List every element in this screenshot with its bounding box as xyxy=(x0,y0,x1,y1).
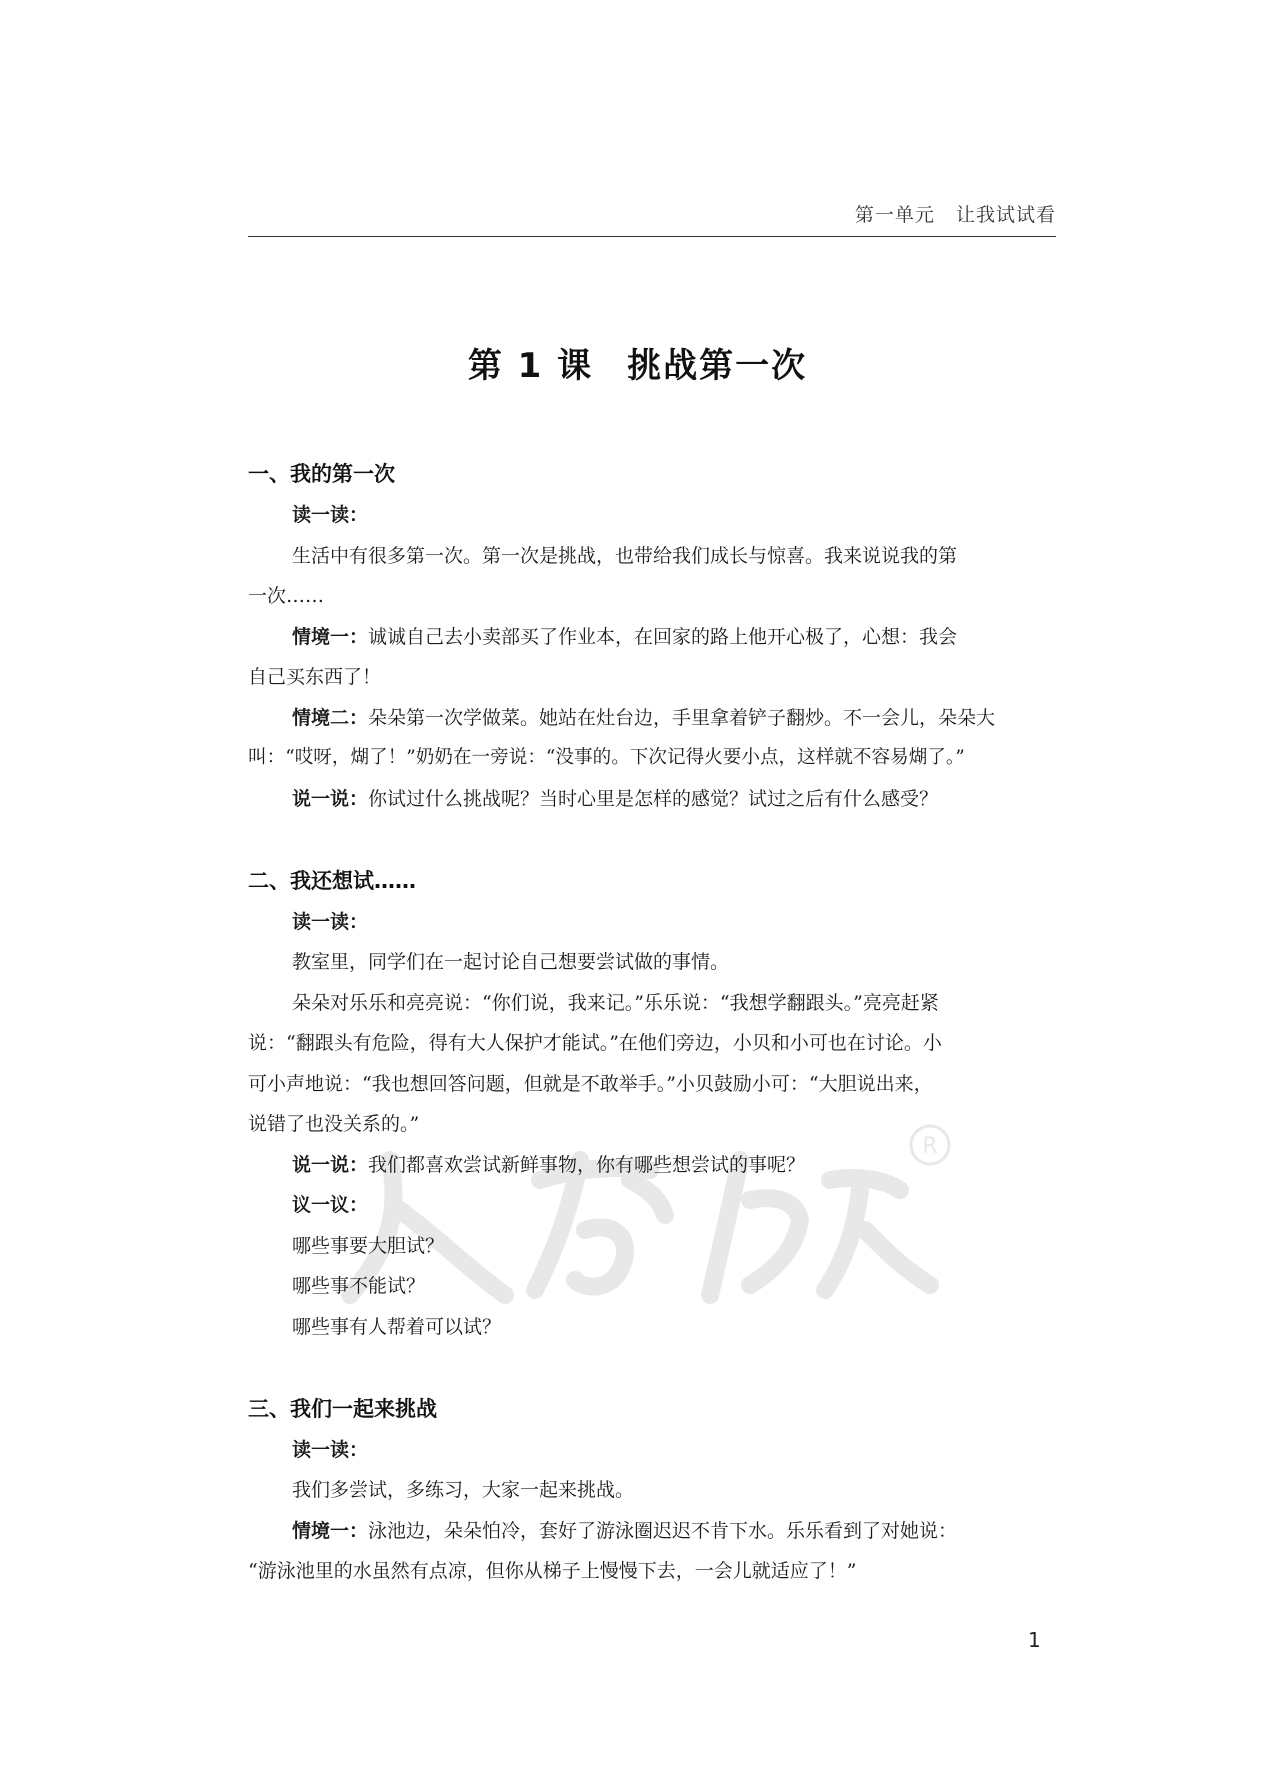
section-1-scene-2-line-1 xyxy=(292,703,1056,730)
section-2-dialogue-line-3: 可小声地说：“我也想回答问题，但就是不敢举手。”小贝鼓励小可：“大胆说出来， xyxy=(248,1073,933,1095)
section-2-intro: 教室里，同学们在一起讨论自己想要尝试做的事情。 xyxy=(292,951,730,973)
lesson-name: 挑战第一次 xyxy=(627,346,808,386)
section-2-discuss-item-1: 哪些事要大胆试？ xyxy=(292,1235,445,1257)
lesson-title xyxy=(0,338,1275,387)
scene-label: 情境二： xyxy=(292,707,369,729)
section-3-scene-1-line-2: “游泳池里的水虽然有点凉，但你从梯子上慢慢下去，一会儿就适应了！” xyxy=(248,1560,857,1582)
section-2-dialogue-line-1: 朵朵对乐乐和亮亮说：“你们说，我来记。”乐乐说：“我想学翻跟头。”亮亮赶紧 xyxy=(292,992,939,1014)
section-1-say xyxy=(292,784,1056,811)
section-1-intro-line-1: 生活中有很多第一次。第一次是挑战，也带给我们成长与惊喜。我来说说我的第 xyxy=(292,545,958,567)
section-2-discuss-label: 议一议： xyxy=(292,1194,369,1216)
header-unit: 第一单元 xyxy=(854,204,935,226)
section-2-heading: 二、我还想试…… xyxy=(248,869,416,893)
scene-text: 朵朵第一次学做菜。她站在灶台边，手里拿着铲子翻炒。不一会儿，朵朵大 xyxy=(368,707,996,729)
section-2-read-label: 读一读： xyxy=(292,911,369,933)
header-text xyxy=(855,200,1056,227)
section-1-scene-1-line-2: 自己买东西了！ xyxy=(248,666,382,688)
scene-text: 诚诚自己去小卖部买了作业本，在回家的路上他开心极了，心想：我会 xyxy=(368,626,958,648)
section-2-discuss-item-2: 哪些事不能试？ xyxy=(292,1275,426,1297)
section-3-scene-1-line-1 xyxy=(292,1516,1056,1543)
section-2-dialogue-line-2: 说：“翻跟头有危险，得有大人保护才能试。”在他们旁边，小贝和小可也在讨论。小 xyxy=(248,1032,942,1054)
say-label: 说一说： xyxy=(292,1154,369,1176)
say-text: 我们都喜欢尝试新鲜事物，你有哪些想尝试的事呢？ xyxy=(368,1154,806,1176)
section-1-intro-line-2: 一次…… xyxy=(248,585,325,607)
svg-text:R: R xyxy=(922,1134,938,1159)
section-2-say xyxy=(292,1150,1056,1177)
section-1-scene-1-line-1 xyxy=(292,622,1056,649)
scene-label: 情境一： xyxy=(292,626,369,648)
scene-label: 情境一： xyxy=(292,1520,369,1542)
scene-text: 泳池边，朵朵怕冷，套好了游泳圈迟迟不肯下水。乐乐看到了对她说： xyxy=(368,1520,958,1542)
section-2-dialogue-line-4: 说错了也没关系的。” xyxy=(248,1113,420,1135)
say-text: 你试过什么挑战呢？当时心里是怎样的感觉？试过之后有什么感受？ xyxy=(368,788,939,810)
running-header xyxy=(248,196,1056,237)
section-3-intro: 我们多尝试，多练习，大家一起来挑战。 xyxy=(292,1479,635,1501)
section-3-heading: 三、我们一起来挑战 xyxy=(248,1397,437,1421)
lesson-number: 第 1 课 xyxy=(467,346,594,386)
header-unit-title: 让我试试看 xyxy=(955,204,1056,226)
section-1-heading: 一、我的第一次 xyxy=(248,462,395,486)
section-1-scene-2-line-2: 叫：“哎呀，煳了！”奶奶在一旁说：“没事的。下次记得火要小点，这样就不容易煳了。” xyxy=(248,747,965,768)
page-number: 1 xyxy=(1028,1628,1041,1652)
section-3-read-label: 读一读： xyxy=(292,1439,369,1461)
section-1-read-label: 读一读： xyxy=(292,504,369,526)
section-2-discuss-item-3: 哪些事有人帮着可以试？ xyxy=(292,1316,502,1338)
say-label: 说一说： xyxy=(292,788,369,810)
